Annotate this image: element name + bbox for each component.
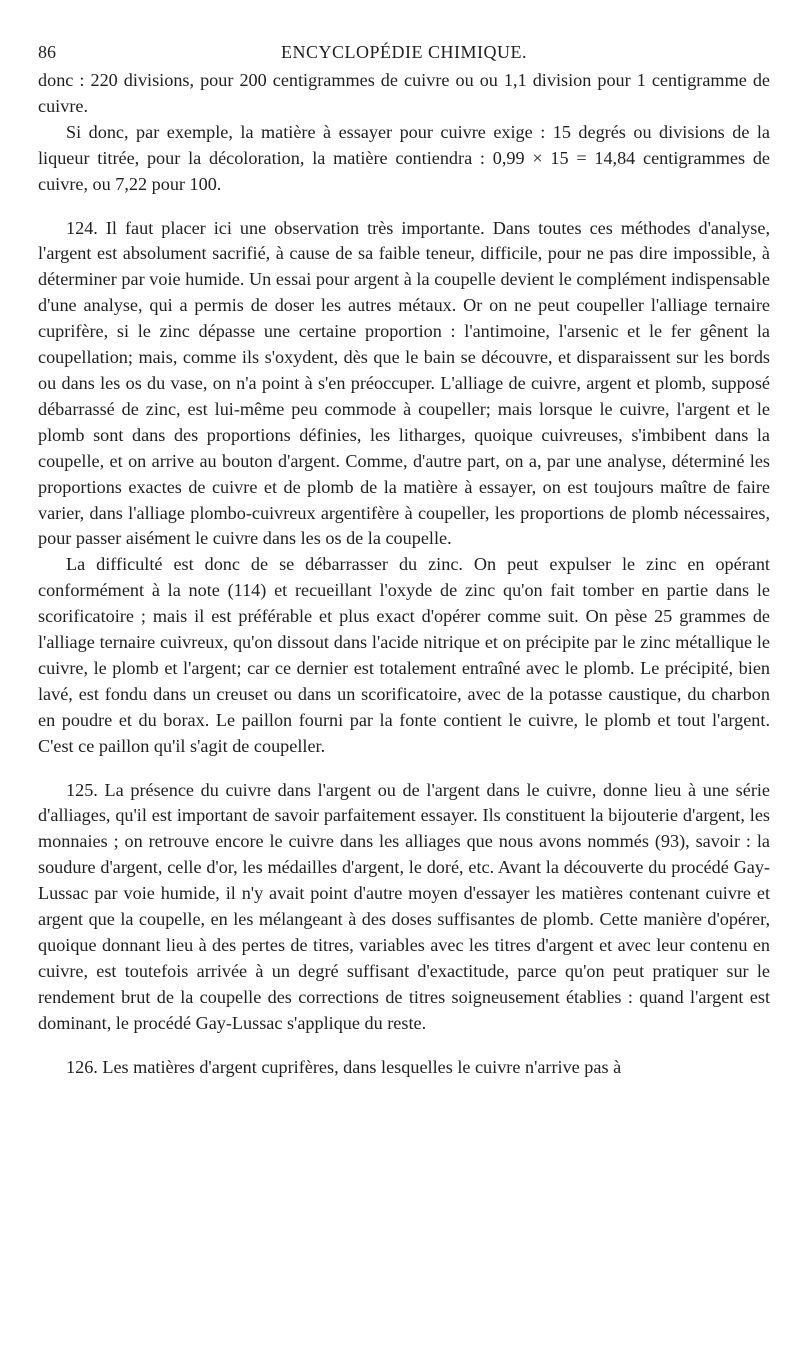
- running-head: [38, 38, 770, 68]
- paragraph-text: Si donc, par exemple, la matière à essayer pour cuivre exige : 15 degrés ou divisions de la liqueur titrée, pour la décoloration, la matière contiendra : 0,99 × 15 = 14,84 centigrammes de cuivre, ou 7,22 pour 100.: [38, 121, 770, 194]
- section-124: [38, 216, 770, 553]
- paragraph-text: Il faut placer ici une observation très importante. Dans toutes ces méthodes d'analyse, l'argent est absolument sacrifié, à cause de sa faible teneur, difficile, pour ne pas dire impossible, à déterminer par voie humide. Un essai pour argent à la coupelle devient le complément indispensable d'une analyse, qui a permis de doser les autres métaux. Or on ne peut coupeller l'alliage ternaire cuprifère, si le zinc dépasse une certaine proportion : l'antimoine, l'arsenic et le fer gênent la coupellation; mais, comme ils s'oxydent, dès que le bain se découvre, et disparaissent sur les bords ou dans les os du vase, on n'a point à s'en préoccuper. L'alliage de cuivre, argent et plomb, supposé débarrassé de zinc, est lui-même peu commode à coupeller; mais lorsque le cuivre, l'argent et le plomb sont dans des proportions définies, les litharges, quoique cuivreuses, s'imbibent dans la coupelle, et on arrive au bouton d'argent. Comme, d'autre part, on a, par une analyse, déterminé les proportions exactes de cuivre et de plomb de la matière à essayer, on est toujours maître de faire varier, dans l'alliage plombo-cuivreux argentifère à coupeller, les proportions de plomb nécessaires, pour passer aisément le cuivre dans les os de la coupelle.: [38, 217, 771, 549]
- section-126: [38, 1055, 770, 1081]
- paragraph-text: donc : 220 divisions, pour 200 centigrammes de cuivre ou ou 1,1 division pour 1 centigramme de cuivre.: [38, 70, 770, 116]
- page-number: 86: [38, 42, 56, 62]
- page: [38, 38, 770, 1081]
- paragraph-text: La présence du cuivre dans l'argent ou de l'argent dans le cuivre, donne lieu à une série d'alliages, qu'il est important de savoir parfaitement essayer. Ils constituent la bijouterie d'argent, les monnaies ; on retrouve encore le cuivre dans les alliages que nous avons nommés (93), savoir : la soudure d'argent, celle d'or, les médailles d'argent, le doré, etc. Avant la découverte du procédé Gay-Lussac par voie humide, il n'y avait point d'autre moyen d'essayer les matières contenant cuivre et argent que la coupelle, en les mélangeant à des doses suffisantes de plomb. Cette manière d'opérer, quoique donnant lieu à des pertes de titres, variables avec les titres d'argent et avec leur contenu en cuivre, est toutefois arrivée à un degré suffisant d'exactitude, parce qu'on peut pratiquer sur le rendement brut de la coupelle des corrections de titres soigneusement établies : quand l'argent est dominant, le procédé Gay-Lussac s'applique du reste.: [38, 779, 771, 1033]
- section-number: 124.: [66, 217, 98, 238]
- paragraph-text: La difficulté est donc de se débarrasser du zinc. On peut expulser le zinc en opérant conformément à la note (114) et recueillant l'oxyde de zinc qu'on fait tomber en partie dans le scorificatoire ; mais il est préférable et plus exact d'opérer comme suit. On pèse 25 grammes de l'alliage ternaire cuivreux, qu'on dissout dans l'acide nitrique et on précipite par le zinc métallique le cuivre, le plomb et l'argent; car ce dernier est totalement entraîné avec le plomb. Le précipité, bien lavé, est fondu dans un creuset ou dans un scorificatoire, avec de la potasse caustique, du charbon en poudre et du borax. Le paillon fourni par la fonte contient le cuivre, le plomb et tout l'argent. C'est ce paillon qu'il s'agit de coupeller.: [38, 554, 770, 756]
- running-title: ENCYCLOPÉDIE CHIMIQUE.: [281, 42, 527, 62]
- paragraph: [38, 120, 770, 198]
- paragraph-text: Les matières d'argent cuprifères, dans lesquelles le cuivre n'arrive pas à: [102, 1056, 622, 1077]
- body-text: [38, 68, 770, 1081]
- paragraph: [38, 552, 770, 759]
- section-125: [38, 778, 770, 1037]
- section-number: 125.: [66, 779, 98, 800]
- paragraph-continuation: [38, 68, 770, 120]
- section-number: 126.: [66, 1056, 98, 1077]
